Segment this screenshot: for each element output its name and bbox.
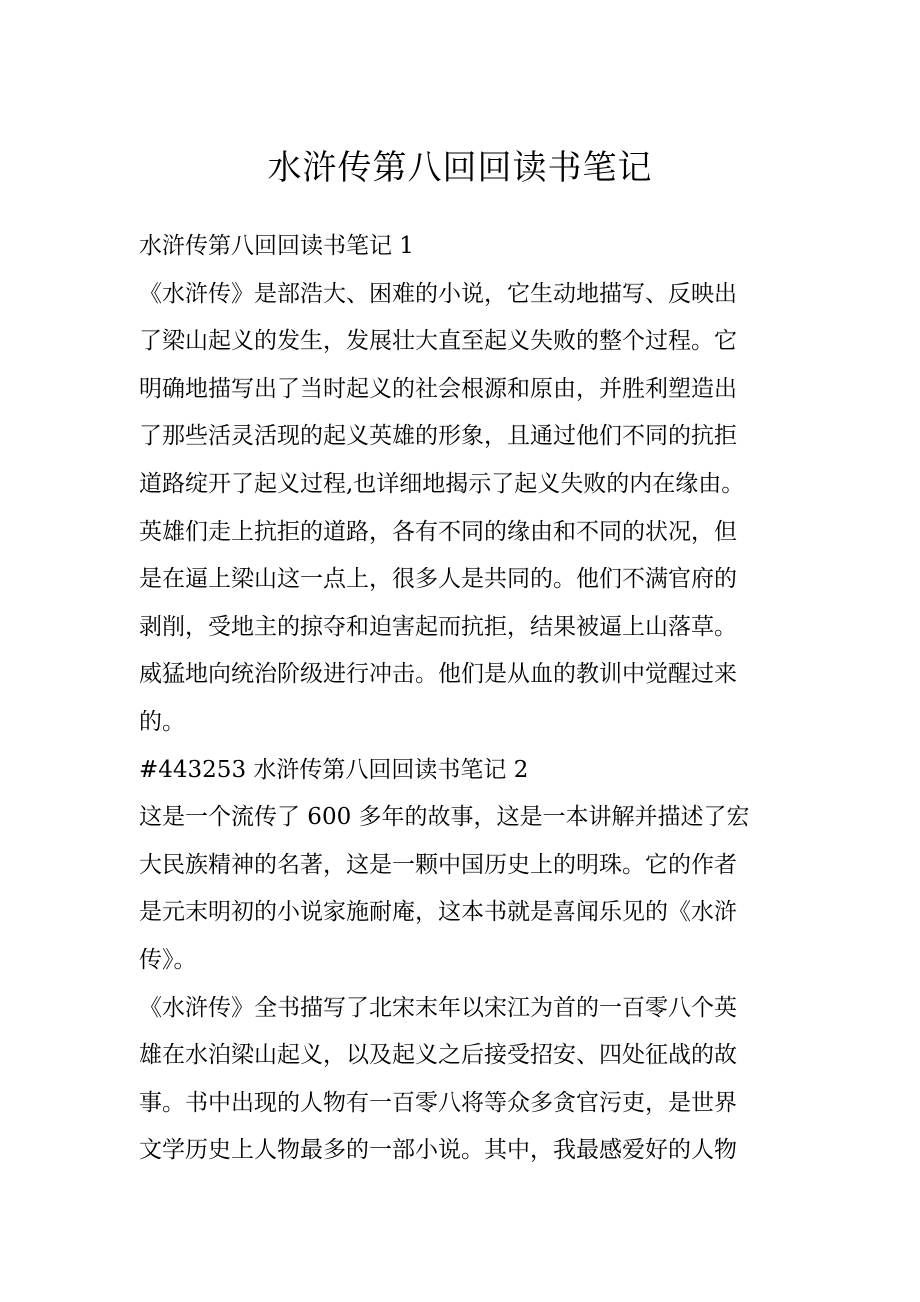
text-line: 了梁山起义的发生，发展壮大直至起义失败的整个过程。它 <box>139 328 737 355</box>
text-line: 是在逼上梁山这一点上，很多人是共同的。他们不满官府的 <box>139 566 737 593</box>
text-line: 雄在水泊梁山起义，以及起义之后接受招安、四处征战的故 <box>139 1042 737 1069</box>
text-line: 英雄们走上抗拒的道路，各有不同的缘由和不同的状况，但 <box>139 518 737 545</box>
text-line: 文学历史上人物最多的一部小说。其中，我最感爱好的人物 <box>139 1137 737 1164</box>
document-body <box>139 224 799 1176</box>
text-line: 了那些活灵活现的起义英雄的形象，且通过他们不同的抗拒 <box>139 423 737 450</box>
text-line: 是元末明初的小说家施耐庵，这本书就是喜闻乐见的《水浒 <box>139 899 737 926</box>
text-line: 传》。 <box>139 946 197 973</box>
text-line: 剥削，受地主的掠夺和迫害起而抗拒，结果被逼上山落草。 <box>139 613 737 640</box>
text-line: 大民族精神的名著，这是一颗中国历史上的明珠。它的作者 <box>139 851 737 878</box>
text-line: #443253 水浒传第八回回读书笔记 2 <box>139 756 529 783</box>
text-line: 事。书中出现的人物有一百零八将等众多贪官污吏，是世界 <box>139 1089 737 1116</box>
text-line: 水浒传第八回回读书笔记 1 <box>139 233 414 259</box>
text-line: 这是一个流传了 600 多年的故事，这是一本讲解并描述了宏 <box>139 804 750 831</box>
text-line: 的。 <box>139 708 185 735</box>
text-line: 《水浒传》是部浩大、困难的小说，它生动地描写、反映出 <box>139 280 737 307</box>
text-line: 道路绽开了起义过程,也详细地揭示了起义失败的内在缘由。 <box>139 470 745 497</box>
document-title: 水浒传第八回回读书笔记 <box>267 148 653 188</box>
text-line: 《水浒传》全书描写了北宋末年以宋江为首的一百零八个英 <box>139 994 737 1021</box>
text-line: 威猛地向统治阶级进行冲击。他们是从血的教训中觉醒过来 <box>139 661 737 688</box>
text-line: 明确地描写出了当时起义的社会根源和原由，并胜利塑造出 <box>139 375 737 402</box>
